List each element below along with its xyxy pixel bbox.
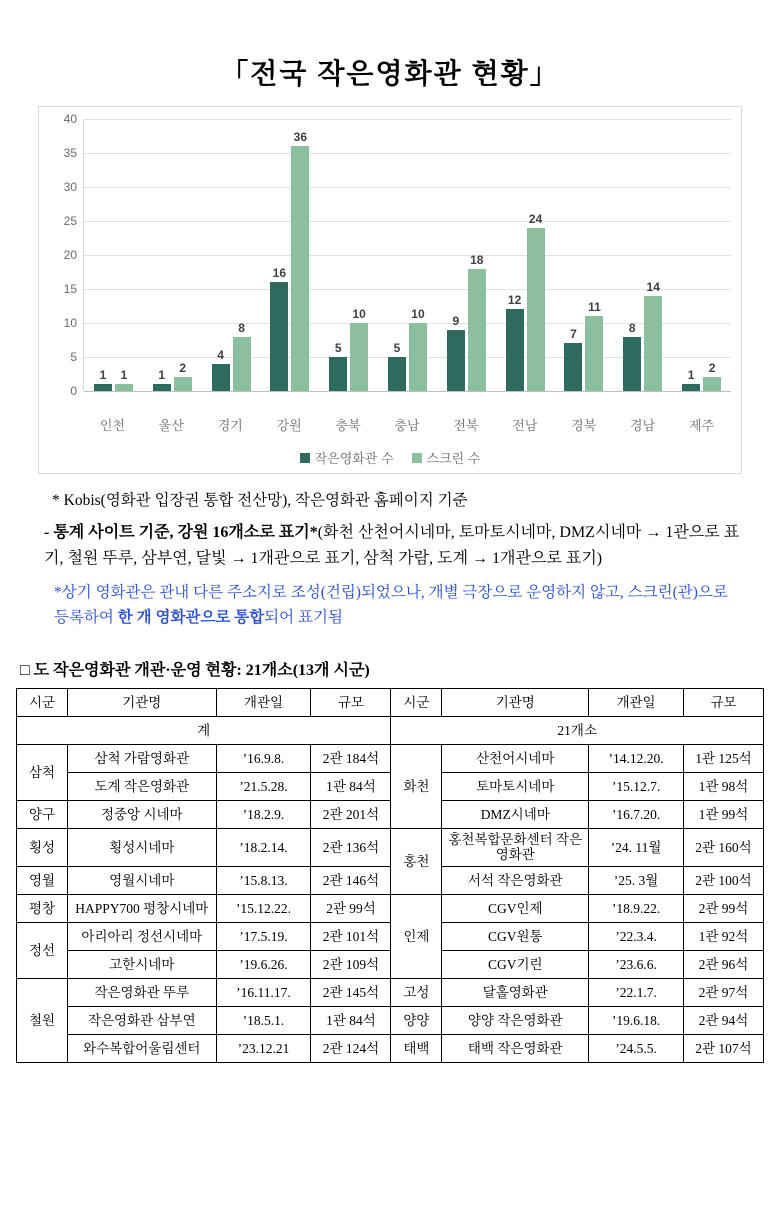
chart-y-tick: 5 — [70, 350, 77, 364]
table-row — [17, 894, 764, 922]
chart-bar — [174, 361, 192, 391]
page-title: 「전국 작은영화관 현황」 — [220, 59, 560, 90]
chart-bar-value: 11 — [588, 300, 601, 315]
table-cell-size: 2관 160석 — [684, 828, 764, 866]
chart-x-label: 강원 — [276, 418, 302, 433]
note-annotation-part2: 되어 표기됨 — [264, 608, 343, 626]
table-cell-name: 태백 작은영화관 — [442, 1034, 589, 1062]
table-cell-date: ’19.6.26. — [216, 950, 311, 978]
table-cell-size: 2관 136석 — [311, 828, 391, 866]
chart-bar — [388, 341, 406, 391]
table-cell-date: ’22.3.4. — [589, 922, 684, 950]
chart-x-label: 충남 — [394, 418, 420, 433]
table-cell-size: 1관 99석 — [684, 800, 764, 828]
chart-bar-value: 12 — [507, 293, 522, 308]
table-cell-name: 횡성시네마 — [68, 828, 216, 866]
chart-gridline — [84, 391, 731, 392]
table-cell-size: 1관 84석 — [311, 772, 391, 800]
table-cell-size: 1관 92석 — [684, 922, 764, 950]
table-subheader-row — [17, 716, 764, 744]
table-subheader-right: 21개소 — [391, 716, 764, 744]
table-cell-name: 양양 작은영화관 — [442, 1006, 589, 1034]
table-cell-name: HAPPY700 평창시네마 — [68, 894, 216, 922]
chart-plot-wrapper — [49, 112, 731, 409]
chart-bar — [468, 252, 486, 391]
chart-bar-value: 10 — [411, 307, 425, 321]
note-bullet — [44, 520, 740, 571]
chart-x-label: 제주 — [688, 418, 715, 433]
table-cell-name: 산천어시네마 — [442, 744, 589, 772]
table-cell-sigun: 인제 — [391, 894, 442, 978]
chart-legend-label: 작은영화관 수 — [314, 451, 394, 466]
chart-bar-value: 24 — [528, 211, 543, 226]
table-cell-size: 1관 84석 — [311, 1006, 391, 1034]
chart-bar-group — [84, 119, 143, 391]
chart-x-label: 경기 — [217, 418, 243, 433]
chart-bar-value: 7 — [570, 327, 577, 342]
table-cell-size: 1관 98석 — [684, 772, 764, 800]
table-cell-name: 홍천복합문화센터 작은영화관 — [442, 828, 589, 866]
table-cell-sigun: 횡성 — [17, 828, 68, 866]
chart-bar-value: 1 — [99, 368, 107, 383]
table-cell-size: 2관 94석 — [684, 1006, 764, 1034]
table-subheader-left: 계 — [17, 716, 391, 744]
note-annotation — [54, 581, 740, 631]
table-cell-name: 정중앙 시네마 — [68, 800, 216, 828]
chart-bar-group — [496, 119, 555, 391]
table-row — [17, 772, 764, 800]
chart-bar-value: 2 — [708, 361, 716, 376]
table-row — [17, 978, 764, 1006]
chart-bar — [291, 130, 309, 391]
table-cell-date: ’18.5.1. — [216, 1006, 311, 1034]
document-page — [0, 52, 780, 1205]
table-cell-sigun: 삼척 — [17, 744, 68, 800]
chart-x-label: 충북 — [335, 418, 361, 433]
chart-bars — [84, 119, 731, 391]
chart-bar — [447, 313, 465, 391]
table-cell-name: 삼척 가람영화관 — [68, 744, 216, 772]
chart-bar-value: 16 — [272, 266, 287, 281]
table-cell-size: 2관 101석 — [311, 922, 391, 950]
chart-bar-value: 4 — [217, 347, 224, 362]
chart-legend-item — [300, 448, 394, 467]
table-cell-date: ’16.7.20. — [589, 800, 684, 828]
table-row — [17, 800, 764, 828]
chart-bar-value: 18 — [470, 252, 484, 267]
table-row — [17, 828, 764, 866]
table-cell-name: 고한시네마 — [68, 950, 216, 978]
chart-bar-group — [202, 119, 261, 391]
cinema-table — [16, 688, 764, 1063]
table-cell-sigun: 화천 — [391, 744, 442, 828]
table-row — [17, 950, 764, 978]
chart-x-label: 전남 — [512, 418, 538, 433]
table-cell-size: 1관 125석 — [684, 744, 764, 772]
table-cell-name: 서석 작은영화관 — [442, 866, 589, 894]
chart-y-tick: 20 — [63, 248, 77, 262]
chart-bar — [329, 341, 347, 391]
chart-x-label: 경북 — [571, 418, 597, 433]
table-cell-date: ’19.6.18. — [589, 1006, 684, 1034]
chart-bar-group — [378, 119, 437, 391]
table-cell-date: ’18.9.22. — [589, 894, 684, 922]
chart-legend-label: 스크린 수 — [426, 451, 481, 466]
table-cell-sigun: 평창 — [17, 894, 68, 922]
table-column-header: 개관일 — [589, 688, 684, 716]
chart-bar — [270, 266, 288, 391]
table-cell-name: CGV원통 — [442, 922, 589, 950]
chart-bar-group — [143, 119, 202, 391]
table-cell-name: 작은영화관 뚜루 — [68, 978, 216, 1006]
chart-bar — [153, 368, 171, 391]
table-cell-date: ’18.2.14. — [216, 828, 311, 866]
table-cell-name: CGV기린 — [442, 950, 589, 978]
note-annotation-part1: *상기 영화관은 관내 다른 주소지로 조성(건립)되었으나, 개별 극장으로 운영하지 않고, 스크린(관)으로 등록하여 — [54, 584, 728, 626]
table-cell-size: 2관 100석 — [684, 866, 764, 894]
table-column-header: 개관일 — [216, 688, 311, 716]
chart-y-tick: 30 — [63, 180, 77, 194]
table-body — [17, 716, 764, 1062]
chart-bar — [623, 320, 641, 391]
chart-bar-value: 10 — [352, 307, 366, 321]
chart-bar-value: 36 — [293, 130, 308, 145]
table-cell-name: DMZ시네마 — [442, 800, 589, 828]
table-cell-name: 토마토시네마 — [442, 772, 589, 800]
chart-bar-value: 1 — [158, 368, 166, 383]
table-cell-name: 와수복합어울림센터 — [68, 1034, 216, 1062]
table-cell-date: ’16.11.17. — [216, 978, 311, 1006]
chart-bar-value: 8 — [628, 320, 636, 335]
chart-bar-group — [319, 119, 378, 391]
chart-bar-group — [555, 119, 614, 391]
table-cell-size: 2관 107석 — [684, 1034, 764, 1062]
chart-bar — [409, 307, 427, 391]
chart-x-axis-labels — [83, 415, 731, 434]
table-cell-date: ’23.12.21 — [216, 1034, 311, 1062]
chart-bar — [644, 279, 662, 391]
chart-x-label: 경남 — [630, 418, 656, 433]
chart-plot-area — [83, 119, 731, 391]
table-row — [17, 922, 764, 950]
table-cell-date: ’17.5.19. — [216, 922, 311, 950]
chart-bar — [350, 307, 368, 391]
table-cell-sigun: 태백 — [391, 1034, 442, 1062]
chart-bar-value: 1 — [120, 368, 128, 383]
table-cell-date: ’15.12.22. — [216, 894, 311, 922]
chart-bar-group — [260, 119, 319, 391]
table-cell-size: 2관 124석 — [311, 1034, 391, 1062]
table-cell-date: ’15.12.7. — [589, 772, 684, 800]
table-cell-sigun: 홍천 — [391, 828, 442, 894]
table-cell-sigun: 영월 — [17, 866, 68, 894]
table-cell-name: 달홀영화관 — [442, 978, 589, 1006]
table-column-header: 규모 — [684, 688, 764, 716]
table-cell-size: 2관 99석 — [311, 894, 391, 922]
chart-bar-value: 5 — [334, 341, 342, 355]
table-cell-name: 작은영화관 삼부연 — [68, 1006, 216, 1034]
table-cell-sigun: 정선 — [17, 922, 68, 978]
note-annotation-emphasis: 한 개 영화관으로 통합 — [117, 608, 265, 626]
table-column-header: 기관명 — [442, 688, 589, 716]
chart-bar — [585, 300, 603, 391]
chart-y-tick: 35 — [63, 146, 77, 160]
chart-x-label: 울산 — [158, 418, 184, 433]
chart-x-label: 인천 — [99, 418, 126, 433]
chart-x-label: 전북 — [453, 418, 479, 433]
chart-bar — [94, 368, 112, 391]
table-cell-size: 2관 146석 — [311, 866, 391, 894]
chart-bar-value: 1 — [687, 368, 695, 383]
table-row — [17, 866, 764, 894]
table-cell-date: ’25. 3월 — [589, 866, 684, 894]
table-cell-date: ’21.5.28. — [216, 772, 311, 800]
chart-bar-group — [437, 119, 496, 391]
table-cell-date: ’14.12.20. — [589, 744, 684, 772]
table-row — [17, 1006, 764, 1034]
table-cell-sigun: 철원 — [17, 978, 68, 1062]
table-cell-date: ’24.5.5. — [589, 1034, 684, 1062]
chart-bar — [527, 211, 545, 391]
chart-bar — [703, 361, 721, 391]
table-column-header: 규모 — [311, 688, 391, 716]
chart-y-tick: 25 — [63, 214, 77, 228]
table-cell-size: 2관 201석 — [311, 800, 391, 828]
table-header — [17, 688, 764, 716]
table-cell-name: CGV인제 — [442, 894, 589, 922]
table-cell-size: 2관 99석 — [684, 894, 764, 922]
chart-bar-group — [613, 119, 672, 391]
table-cell-size: 2관 145석 — [311, 978, 391, 1006]
chart-bar — [506, 293, 524, 391]
table-column-header: 시군 — [17, 688, 68, 716]
table-cell-date: ’16.9.8. — [216, 744, 311, 772]
chart-bar-group — [672, 119, 731, 391]
chart-bar-value: 8 — [238, 320, 245, 335]
table-cell-size: 2관 97석 — [684, 978, 764, 1006]
chart-y-tick: 0 — [70, 384, 77, 398]
table-column-header: 기관명 — [68, 688, 216, 716]
chart-legend-item — [412, 448, 481, 467]
notes-block — [40, 488, 740, 631]
table-cell-sigun: 양구 — [17, 800, 68, 828]
chart-bar — [564, 327, 582, 391]
chart-legend — [49, 448, 731, 467]
table-cell-date: ’22.1.7. — [589, 978, 684, 1006]
table-cell-size: 2관 109석 — [311, 950, 391, 978]
table-cell-sigun: 고성 — [391, 978, 442, 1006]
chart-bar — [212, 347, 230, 391]
table-header-row — [17, 688, 764, 716]
table-column-header: 시군 — [391, 688, 442, 716]
table-cell-size: 2관 96석 — [684, 950, 764, 978]
chart-bar — [233, 320, 251, 391]
section-heading: □ 도 작은영화관 개관·운영 현황: 21개소(13개 시군) — [20, 661, 370, 679]
table-cell-sigun: 양양 — [391, 1006, 442, 1034]
chart-bar-value: 2 — [179, 361, 187, 376]
table-cell-date: ’23.6.6. — [589, 950, 684, 978]
chart-bar-value: 14 — [646, 279, 660, 294]
chart-bar-value: 9 — [452, 313, 460, 328]
chart-bar-value: 5 — [393, 341, 401, 355]
note-source: * Kobis(영화관 입장권 통합 전산망), 작은영화관 홈페이지 기준 — [52, 492, 468, 509]
chart-container — [38, 106, 742, 474]
chart-legend-swatch — [412, 453, 422, 463]
chart-y-tick: 15 — [63, 282, 77, 296]
table-row — [17, 1034, 764, 1062]
note-bullet-lead: - 통계 사이트 기준, 강원 16개소로 표기* — [44, 524, 318, 541]
table-cell-date: ’24. 11월 — [589, 828, 684, 866]
chart-bar — [682, 368, 700, 391]
chart-legend-swatch — [300, 453, 310, 463]
table-row — [17, 744, 764, 772]
table-cell-name: 아리아리 정선시네마 — [68, 922, 216, 950]
chart-y-tick: 40 — [63, 112, 77, 126]
chart-y-axis — [49, 112, 83, 398]
table-cell-name: 도계 작은영화관 — [68, 772, 216, 800]
chart-y-tick: 10 — [63, 316, 77, 330]
note-bullet-rest: (화천 산천어시네마, 토마토시네마, DMZ시네마 → 1관으로 표기, 철원 뚜루, 삼부연, 달빛 → 1개관으로 표기, 삼척 가람, 도계 → 1개관으로 표기) — [44, 524, 740, 567]
table-cell-name: 영월시네마 — [68, 866, 216, 894]
table-cell-date: ’18.2.9. — [216, 800, 311, 828]
table-cell-date: ’15.8.13. — [216, 866, 311, 894]
chart-bar — [115, 368, 133, 391]
table-cell-size: 2관 184석 — [311, 744, 391, 772]
